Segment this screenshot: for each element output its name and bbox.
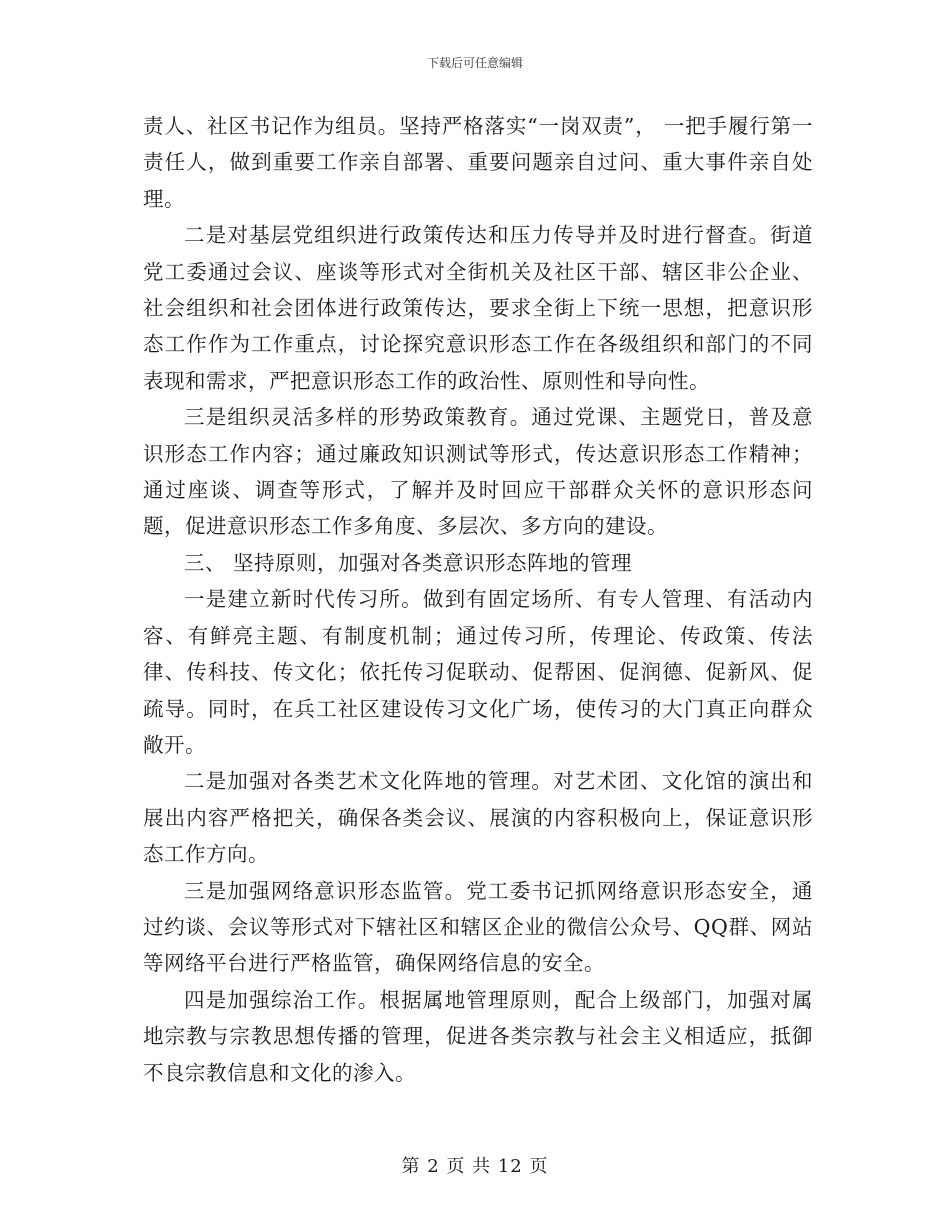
paragraph: 二是加强对各类艺术文化阵地的管理。对艺术团、文化馆的演出和展出内容严格把关，确保各类会议、展演的内容积极向上，保证意识形态工作方向。 bbox=[143, 769, 813, 867]
document-body bbox=[143, 108, 813, 1091]
paragraph: 二是对基层党组织进行政策传达和压力传导并及时进行督查。街道党工委通过会议、座谈等形式对全街机关及社区干部、辖区非公企业、社会组织和社会团体进行政策传达，要求全街上下统一思想，把意识形态工作作为工作重点，讨论探究意识形态工作在各级组织和部门的不同表现和需求，严把意识形态工作的政治性、原则性和导向性。 bbox=[143, 223, 813, 393]
paragraph: 四是加强综治工作。根据属地管理原则，配合上级部门，加强对属地宗教与宗教思想传播的管理，促进各类宗教与社会主义相适应，抵御不良宗教信息和文化的渗入。 bbox=[143, 987, 813, 1085]
paragraph: 三是加强网络意识形态监管。党工委书记抓网络意识形态安全，通过约谈、会议等形式对下辖社区和辖区企业的微信公众号、QQ群、网站等网络平台进行严格监管，确保网络信息的安全。 bbox=[143, 878, 813, 976]
page-number: 第 2 页 共 12 页 bbox=[401, 1156, 549, 1177]
page-header-note: 下载后可任意编辑 bbox=[426, 56, 523, 70]
paragraph-continuation: 责人、社区书记作为组员。坚持严格落实“一岗双责”， 一把手履行第一责任人，做到重要工作亲自部署、重要问题亲自过问、重大事件亲自处理。 bbox=[143, 114, 813, 211]
paragraph: 三是组织灵活多样的形势政策教育。通过党课、主题党日，普及意识形态工作内容；通过廉政知识测试等形式，传达意识形态工作精神；通过座谈、调查等形式，了解并及时回应干部群众关怀的意识形态问题，促进意识形态工作多角度、多层次、多方向的建设。 bbox=[143, 405, 813, 539]
section-heading: 三、 坚持原则，加强对各类意识形态阵地的管理 bbox=[184, 550, 633, 575]
paragraph: 一是建立新时代传习所。做到有固定场所、有专人管理、有活动内容、有鲜亮主题、有制度机制；通过传习所，传理论、传政策、传法律、传科技、传文化；依托传习促联动、促帮困、促润德、促新风、促疏导。同时，在兵工社区建设传习文化广场，使传习的大门真正向群众敞开。 bbox=[143, 587, 813, 757]
